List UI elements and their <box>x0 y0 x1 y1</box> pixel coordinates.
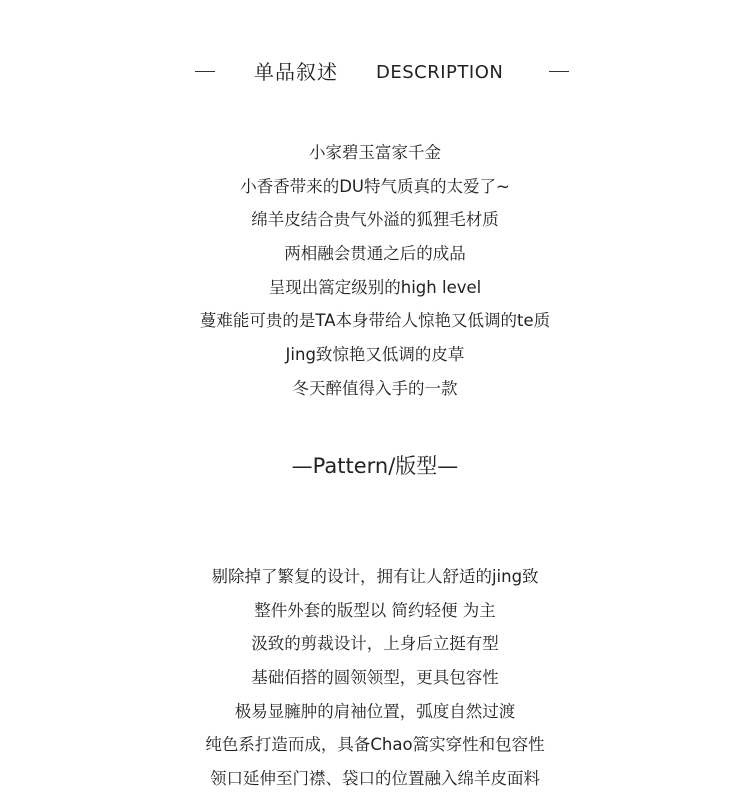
header-left-dash <box>195 71 215 72</box>
description-line: 呈现出篙定级别的high level <box>268 277 482 297</box>
pattern-line: 汲致的剪裁设计，上身后立挺有型 <box>251 634 499 654</box>
description-line: 绵羊皮结合贵气外溢的狐狸毛材质 <box>251 210 499 230</box>
description-text-block <box>0 136 750 406</box>
header-right-dash <box>549 71 569 72</box>
pattern-line: 极易显臃肿的肩袖位置，弧度自然过渡 <box>234 701 516 721</box>
pattern-line: 纯色系打造而成，具备Chao篙实穿性和包容性 <box>205 735 545 755</box>
description-line: 小香香带来的DU特气质真的太爱了~ <box>240 176 510 196</box>
description-header <box>0 56 750 88</box>
description-line: 冬天醉值得入手的一款 <box>292 378 458 398</box>
header-title-english: DESCRIPTION <box>376 62 504 83</box>
pattern-line: 整件外套的版型以 简约轻便 为主 <box>254 600 496 620</box>
header-title-chinese: 单品叙述 <box>254 60 338 84</box>
pattern-section-heading: —Pattern/版型— <box>291 454 459 478</box>
description-line: 小家碧玉富家千金 <box>309 143 441 162</box>
description-line: 两相融会贯通之后的成品 <box>284 244 466 264</box>
description-line: Jing致惊艳又低调的皮草 <box>285 345 465 365</box>
pattern-line: 领口延伸至门襟、袋口的位置融入绵羊皮面料 <box>210 769 540 789</box>
pattern-line: 基础佰搭的圆领领型，更具包容性 <box>251 668 499 688</box>
pattern-text-block <box>0 560 750 796</box>
pattern-line: 剔除掉了繁复的设计，拥有让人舒适的jing致 <box>211 567 539 586</box>
description-line: 蔓难能可贵的是TA本身带给人惊艳又低调的te质 <box>199 311 551 331</box>
